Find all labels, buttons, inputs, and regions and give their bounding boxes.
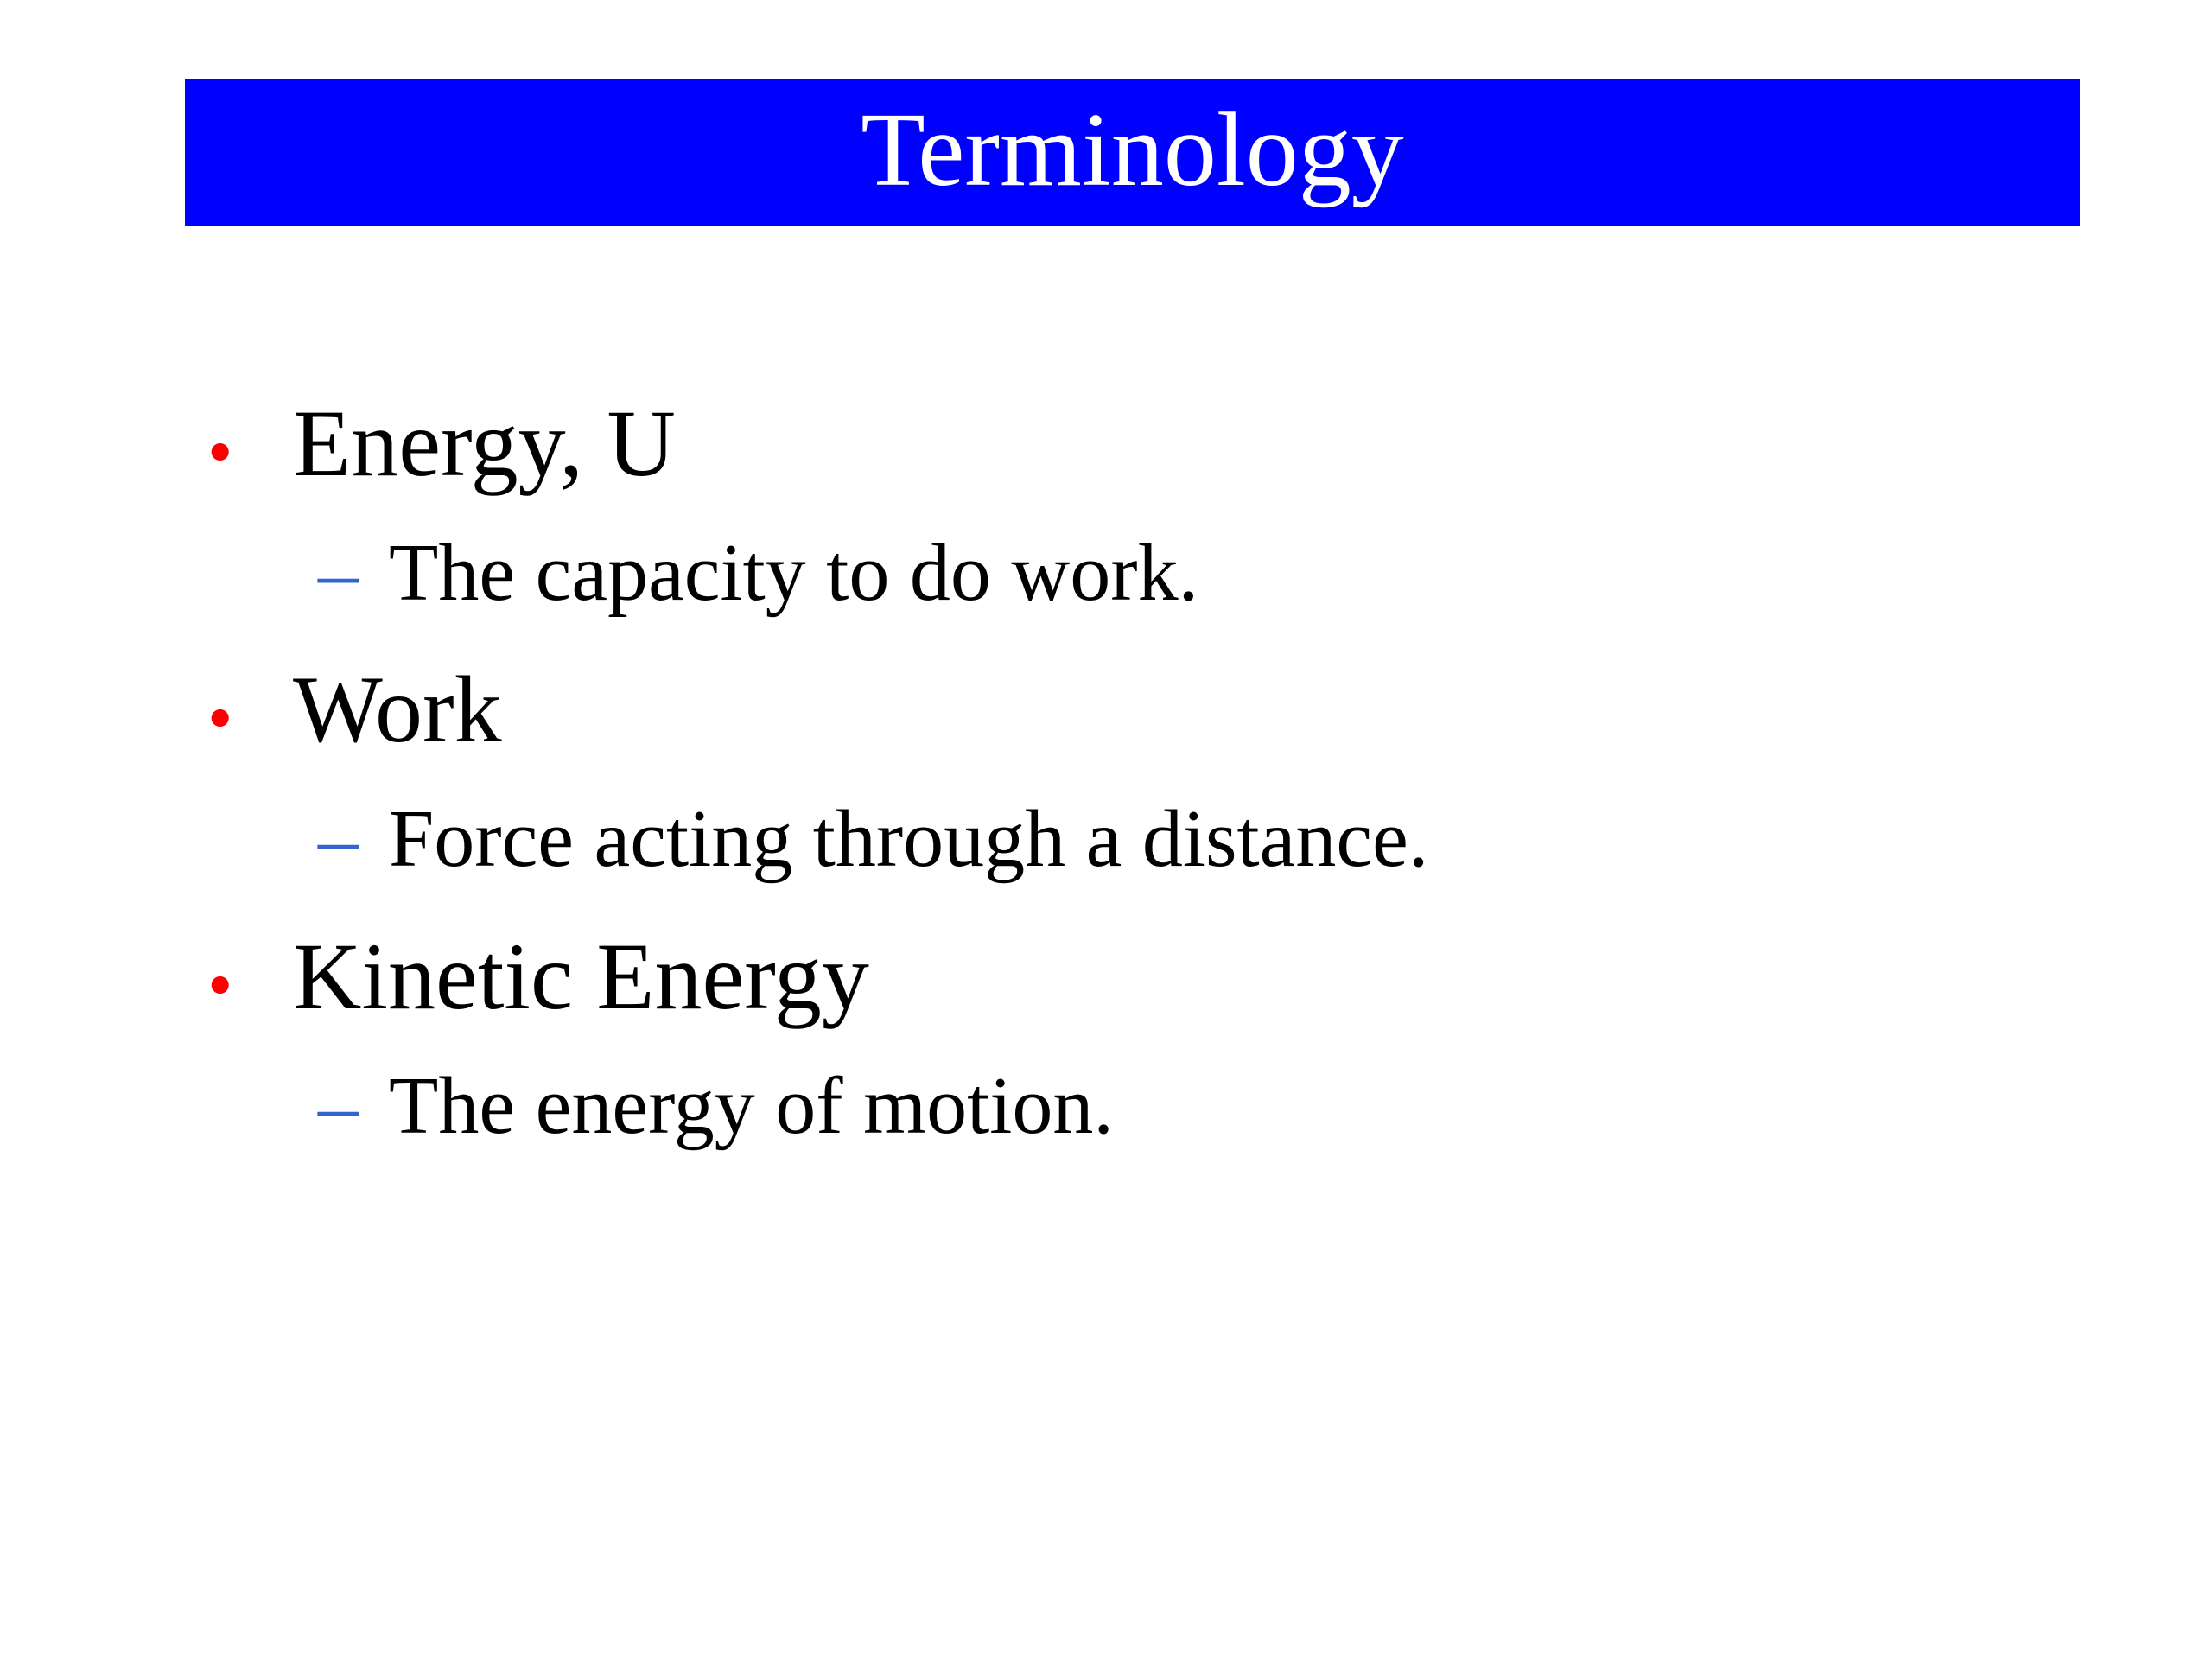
bullet-dot-icon: • xyxy=(207,678,233,759)
bullet-dot-icon: • xyxy=(207,412,233,493)
slide-title: Terminology xyxy=(861,91,1404,208)
sub-definition: Force acting through a distance. xyxy=(389,794,1429,884)
sub-definition: The capacity to do work. xyxy=(389,528,1199,618)
dash-icon: – xyxy=(318,794,359,884)
dash-icon: – xyxy=(318,1061,359,1151)
bullet-term: Energy, U xyxy=(293,391,676,496)
bullet-term: Kinetic Energy xyxy=(293,924,869,1029)
bullet-term: Work xyxy=(293,657,502,762)
dash-icon: – xyxy=(318,528,359,618)
bullet-dot-icon: • xyxy=(207,945,233,1026)
sub-definition: The energy of motion. xyxy=(389,1061,1114,1151)
